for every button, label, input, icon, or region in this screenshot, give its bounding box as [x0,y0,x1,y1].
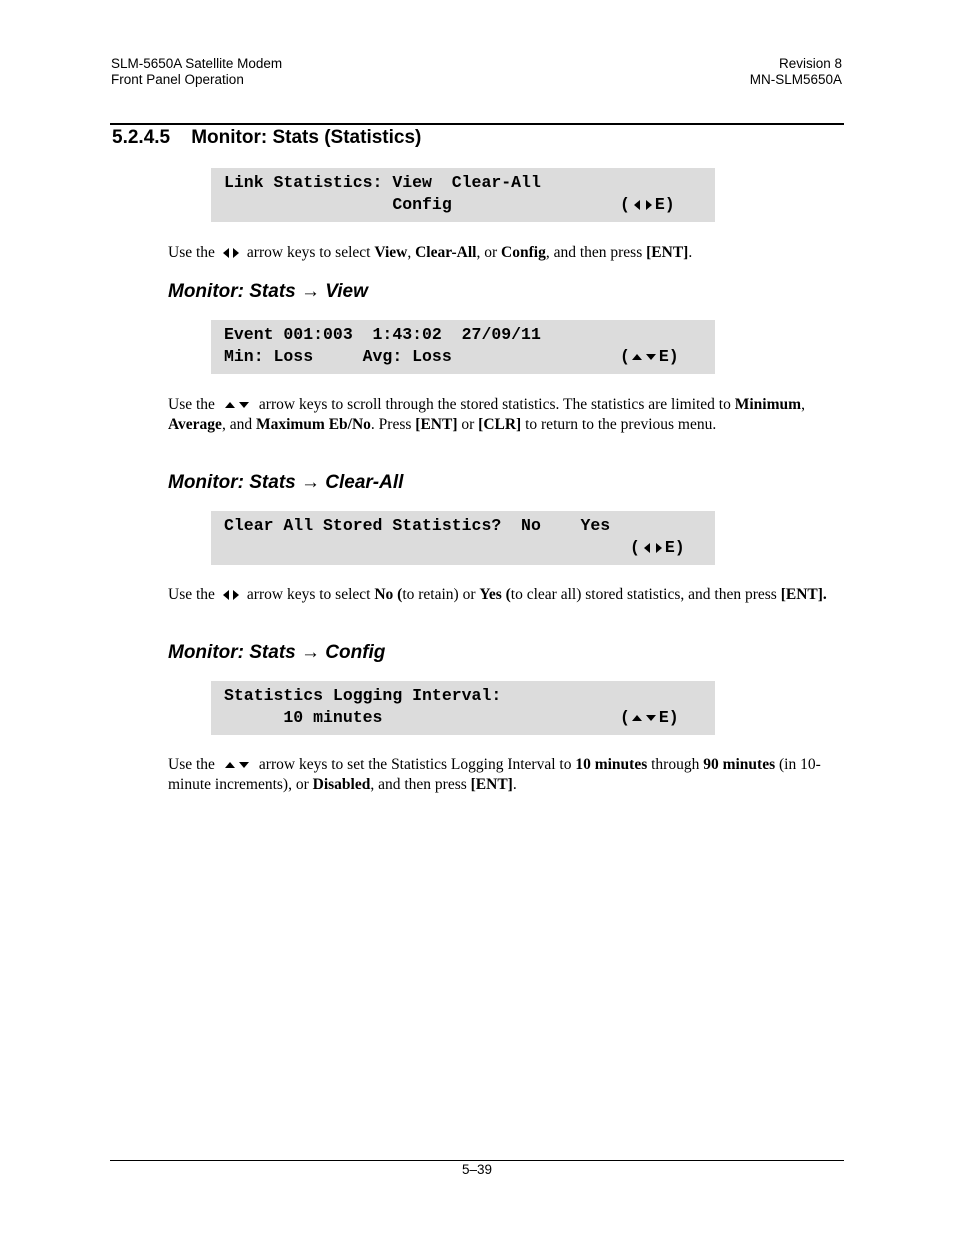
lcd-line-1: Statistics Logging Interval: [224,686,502,705]
section-name: Monitor: Stats (Statistics) [191,127,422,148]
lcd-line-1: Link Statistics: View Clear-All [224,173,541,192]
lcd-screen-config [211,681,715,735]
down-arrow-icon [646,715,656,721]
header-doc-number: MN-SLM5650A [749,72,842,87]
lcd-line-1: Event 001:003 1:43:02 27/09/11 [224,325,541,344]
up-arrow-icon [632,354,642,360]
lcd-line-2: Config [224,195,452,214]
header-revision: Revision 8 [778,56,842,71]
header-right [750,56,842,88]
lcd-line-1: Clear All Stored Statistics? No Yes [224,516,611,535]
subhead-view: Monitor: Stats → View [168,281,368,302]
lcd-keys-hint: ( E) [620,195,675,214]
subhead-clear-all: Monitor: Stats → Clear-All [168,472,404,493]
up-down-arrows-icon [223,395,251,415]
section-title [112,127,421,149]
header-chapter: Front Panel Operation [111,72,244,87]
right-arrow-icon [646,200,652,210]
paragraph-clear-all: Use the arrow keys to select No (to retain) or Yes (to clear all) stored statistics, and then press [ENT]. [168,586,827,603]
lcd-keys-hint: ( E) [620,708,679,727]
lcd-screen-clear-all [211,511,715,565]
up-arrow-icon [632,715,642,721]
up-down-arrows-icon [223,755,251,775]
lcd-line-2: 10 minutes [224,708,383,727]
page-number: 5–39 [461,1162,493,1177]
footer-rule [110,1160,844,1161]
lcd-screen-link-statistics [211,168,715,222]
paragraph-link-statistics: Use the arrow keys to select View, Clear-All, or Config, and then press [ENT]. [168,244,693,261]
left-arrow-icon [644,543,650,553]
header-left [111,56,282,88]
down-arrow-icon [646,354,656,360]
header-product: SLM-5650A Satellite Modem [111,56,283,71]
header-rule [110,123,844,125]
lcd-keys-hint: ( E) [630,538,685,557]
lcd-keys-hint: ( E) [620,347,679,366]
section-number: 5.2.4.5 [112,127,171,148]
paragraph-view: Use the arrow keys to scroll through the stored statistics. The statistics are limited to Minimum, Average, and Maximum Eb/No. Press [ENT] or [CLR] to return to the previous menu. [168,396,805,433]
lcd-screen-view [211,320,715,374]
left-right-arrows-icon [221,585,241,605]
lcd-line-2: Min: Loss Avg: Loss [224,347,452,366]
subhead-config: Monitor: Stats → Config [168,642,386,663]
left-right-arrows-icon [221,243,241,263]
left-arrow-icon [634,200,640,210]
right-arrow-icon [656,543,662,553]
paragraph-config: Use the arrow keys to set the Statistics Logging Interval to 10 minutes through 90 minutes (in 10-minute increments), or Disabled, and then press [ENT]. [168,756,821,793]
